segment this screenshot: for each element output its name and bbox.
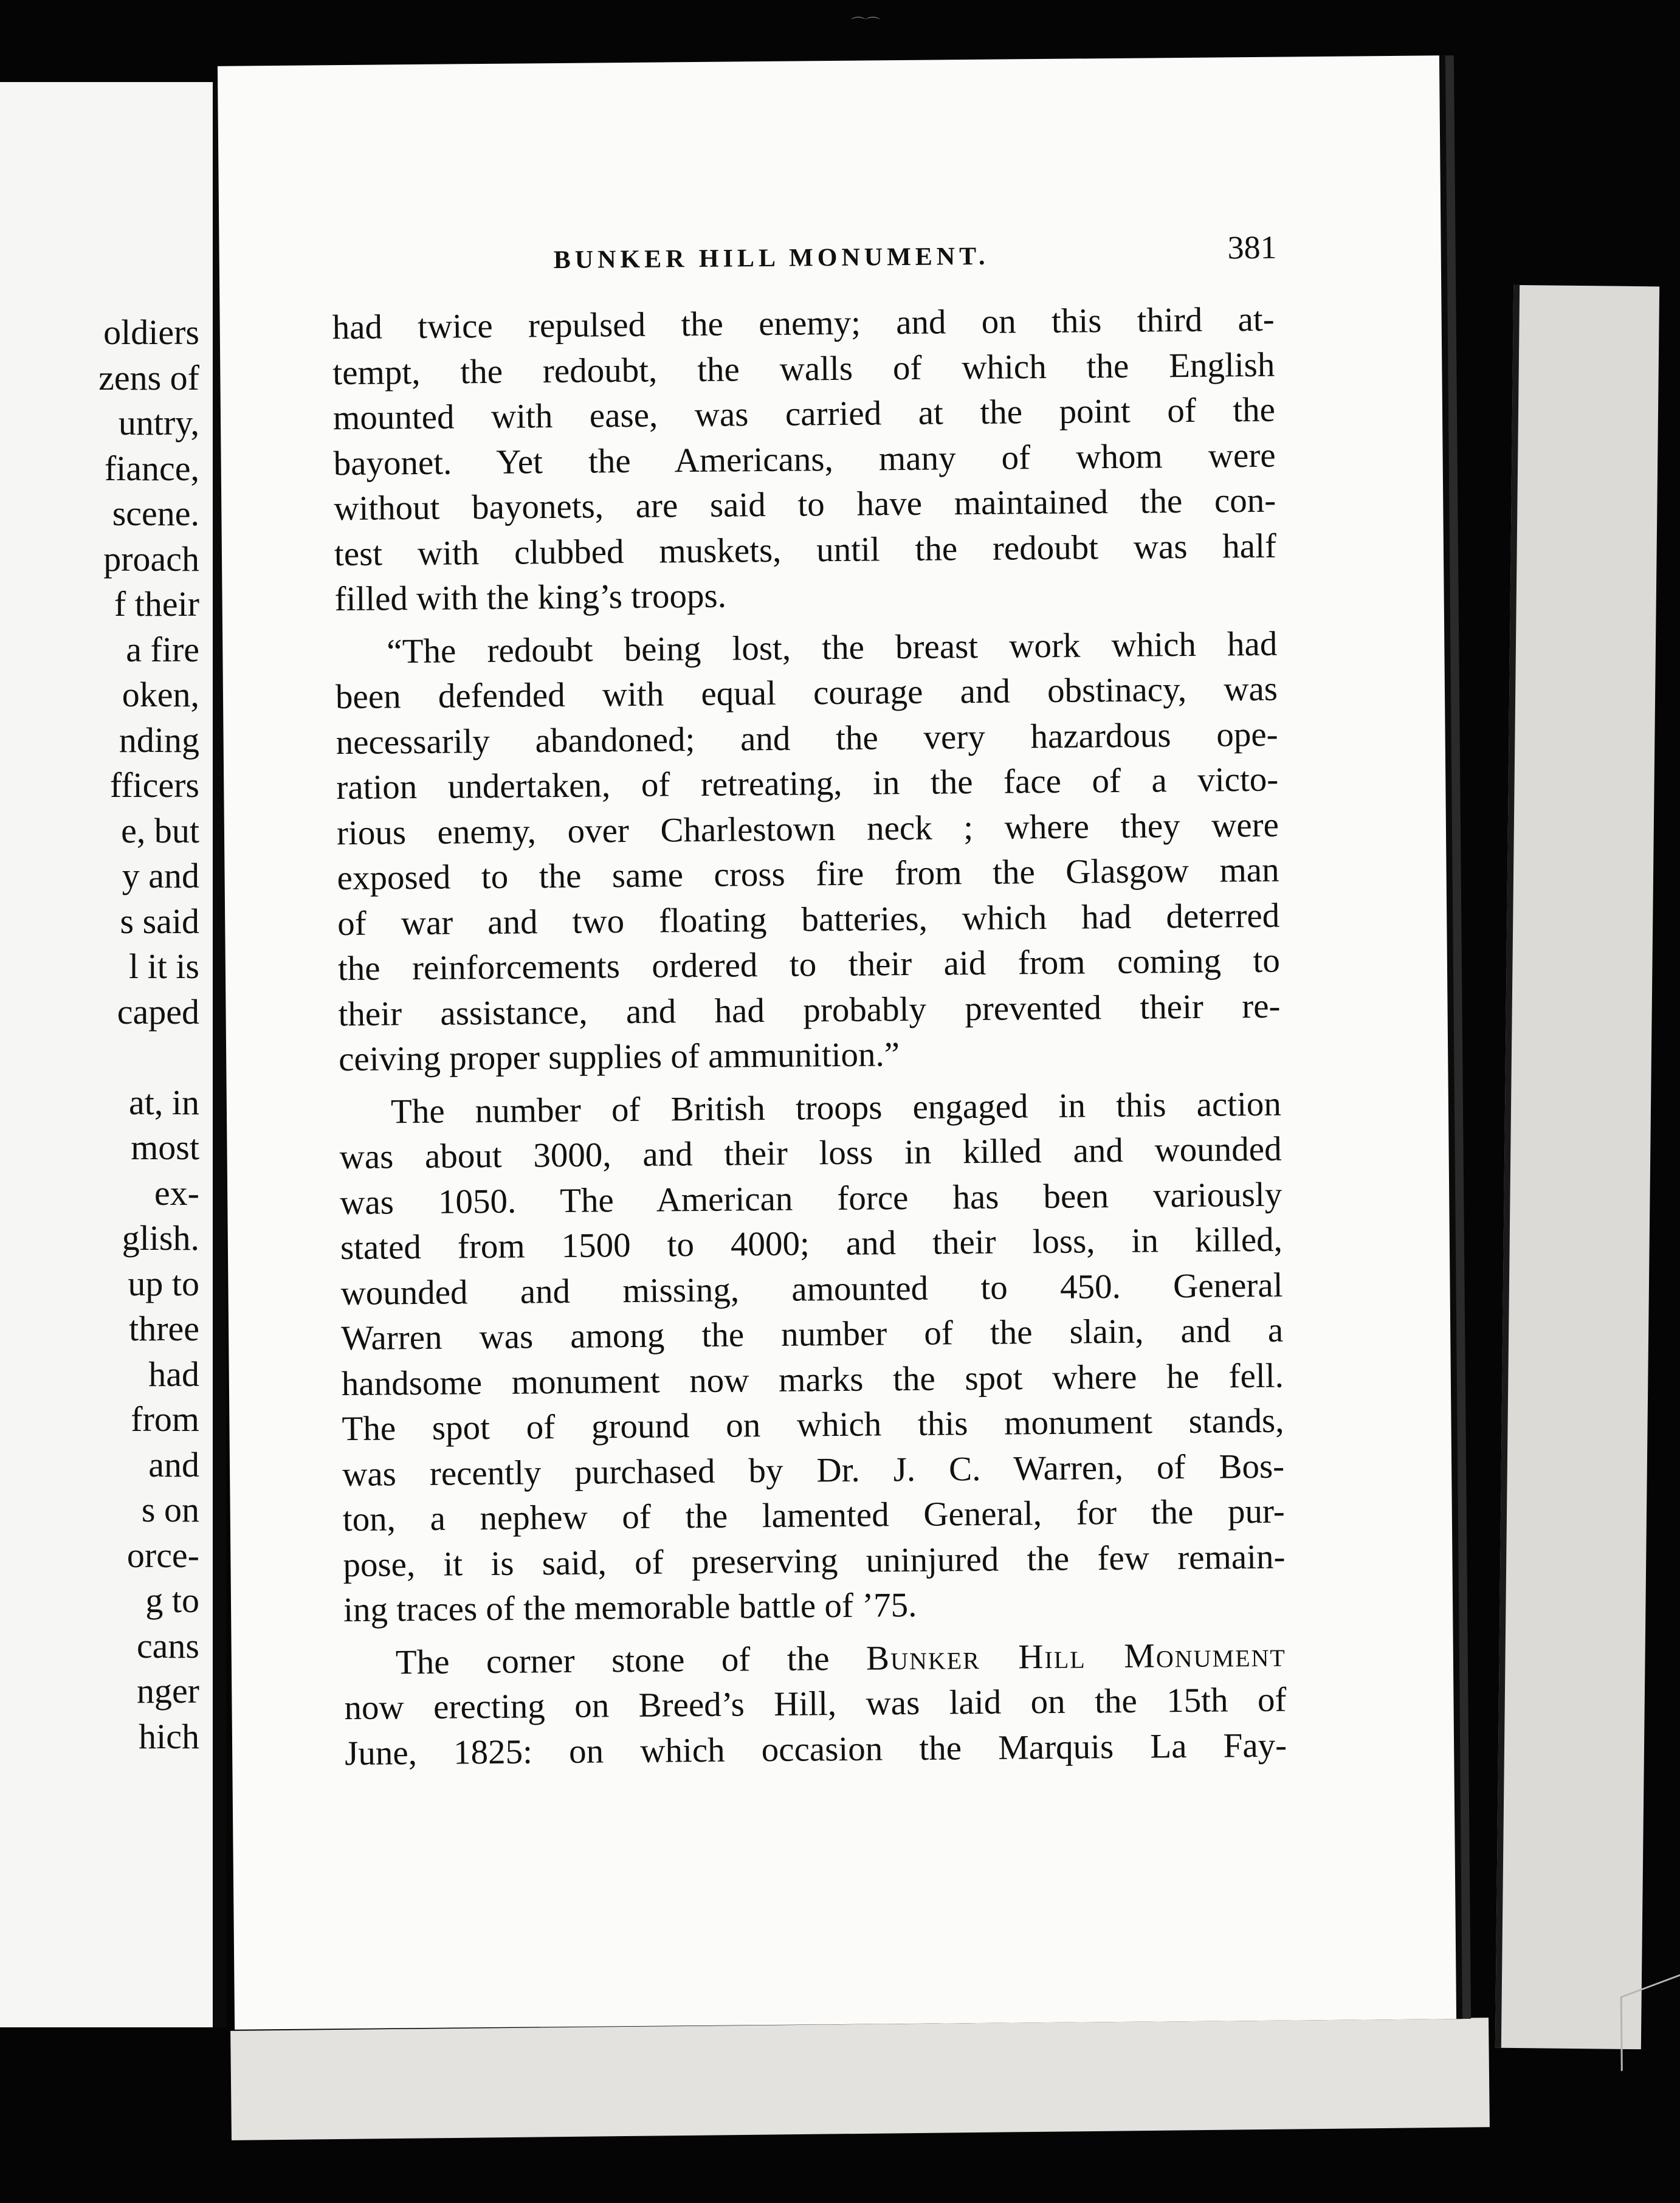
left-page-line: fiance, — [104, 448, 199, 488]
left-page-text — [0, 310, 213, 1759]
back-page-edge — [1495, 285, 1659, 2049]
text-line: June, 1825: on which occasion the Marquis La Fay- — [344, 1726, 1287, 1773]
paragraph — [332, 297, 1276, 622]
text-line: rious enemy, over Charlestown neck ; where they were — [336, 805, 1279, 852]
text-line: The spot of ground on which this monument stands, — [342, 1401, 1284, 1449]
left-page-line: glish. — [122, 1218, 199, 1258]
page-number: 381 — [1227, 229, 1277, 266]
left-page-line: ex- — [154, 1173, 199, 1213]
left-page-line: scene. — [112, 494, 199, 533]
left-page-line: s said — [120, 901, 199, 941]
spine-artifact: ⌒⌒ — [851, 17, 880, 33]
text-line: their assistance, and had probably prevented their re- — [338, 987, 1281, 1033]
running-head-title: BUNKER HILL MONUMENT. — [553, 242, 990, 275]
text-line: was about 3000, and their loss in killed and wounded — [339, 1129, 1282, 1177]
page-body — [332, 297, 1287, 1776]
left-page-line: cans — [136, 1626, 199, 1666]
left-page-line: s on — [141, 1490, 199, 1529]
left-page-line: most — [131, 1128, 199, 1167]
left-page-line: zens of — [98, 357, 199, 398]
text-line: the reinforcements ordered to their aid from coming to — [337, 941, 1281, 988]
left-facing-page — [0, 82, 226, 2027]
text-line: test with clubbed muskets, until the redoubt was half — [334, 526, 1277, 573]
text-line: exposed to the same cross fire from the Glasgow man — [337, 850, 1279, 898]
left-page-line: up to — [128, 1263, 199, 1303]
text-line: was 1050. The American force has been variously — [339, 1175, 1282, 1222]
text-line: “The redoubt being lost, the breast work which had — [387, 624, 1278, 671]
text-line: pose, it is said, of preserving uninjured the few remain- — [343, 1537, 1286, 1584]
running-head — [316, 229, 1277, 286]
text-line: Warren was among the number of the slain, and a — [340, 1311, 1284, 1358]
left-page-line: oken, — [122, 675, 199, 714]
text-line: ing traces of the memorable battle of ’75. — [343, 1585, 917, 1630]
text-line: ration undertaken, of retreating, in the face of a victo- — [336, 760, 1279, 807]
left-page-line: fficers — [109, 765, 199, 805]
text-line: without bayonets, are said to have maintained the con- — [334, 481, 1276, 528]
text-line: The number of British troops engaged in this action — [390, 1084, 1282, 1131]
left-page-line: had — [148, 1354, 199, 1394]
text-line: been defended with equal courage and obstinacy, was — [335, 669, 1278, 717]
text-line: necessarily abandoned; and the very hazardous ope- — [336, 715, 1278, 762]
left-page-line: oldiers — [103, 312, 199, 352]
left-page-line: e, but — [121, 810, 199, 850]
left-page-line: f their — [114, 584, 199, 624]
left-page-line: proach — [103, 539, 199, 579]
text-line: had twice repulsed the enemy; and on this third at- — [332, 300, 1275, 347]
left-page-line: hich — [139, 1716, 199, 1756]
left-page-line: from — [131, 1399, 199, 1439]
bottom-page-edge — [230, 2018, 1490, 2140]
text-line: was recently purchased by Dr. J. C. Warren, of Bos- — [342, 1447, 1285, 1494]
paragraph — [335, 621, 1281, 1082]
text-line: bayonet. Yet the Americans, many of whom were — [333, 436, 1276, 483]
left-page-line: three — [129, 1309, 199, 1348]
left-page-line: untry, — [118, 403, 199, 443]
right-page — [218, 55, 1456, 2029]
left-page-line: nding — [119, 720, 199, 760]
text-line: stated from 1500 to 4000; and their loss, in killed, — [340, 1220, 1283, 1267]
left-page-line: g to — [145, 1581, 199, 1620]
left-page-line: l it is — [128, 946, 199, 986]
left-page-line: at, in — [129, 1082, 199, 1122]
paragraph — [339, 1081, 1286, 1633]
left-page-line: nger — [136, 1671, 199, 1711]
left-page-line: caped — [117, 991, 199, 1032]
left-page-line — [0, 1035, 213, 1080]
text-line: ton, a nephew of the lamented General, for the pur- — [342, 1492, 1286, 1539]
text-line: ceiving proper supplies of ammunition.” — [338, 1035, 900, 1079]
left-page-line: orce- — [126, 1535, 199, 1575]
text-line: mounted with ease, was carried at the point of the — [332, 390, 1276, 438]
text-line: handsome monument now marks the spot where he fell. — [341, 1356, 1284, 1403]
text-line: filled with the king’s troops. — [334, 576, 727, 619]
paragraph — [344, 1632, 1287, 1776]
text-line: wounded and missing, amounted to 450. General — [340, 1266, 1283, 1312]
left-page-line: and — [148, 1444, 199, 1484]
text-line: The corner stone of the Bunker Hill Monument — [395, 1635, 1287, 1681]
text-line: now erecting on Breed’s Hill, was laid on the 15th of — [344, 1680, 1287, 1728]
left-page-line: y and — [122, 856, 199, 895]
text-line: tempt, the redoubt, the walls of which the English — [332, 345, 1275, 392]
left-page-line: a fire — [126, 629, 199, 669]
text-line: of war and two floating batteries, which had deterred — [337, 896, 1280, 943]
